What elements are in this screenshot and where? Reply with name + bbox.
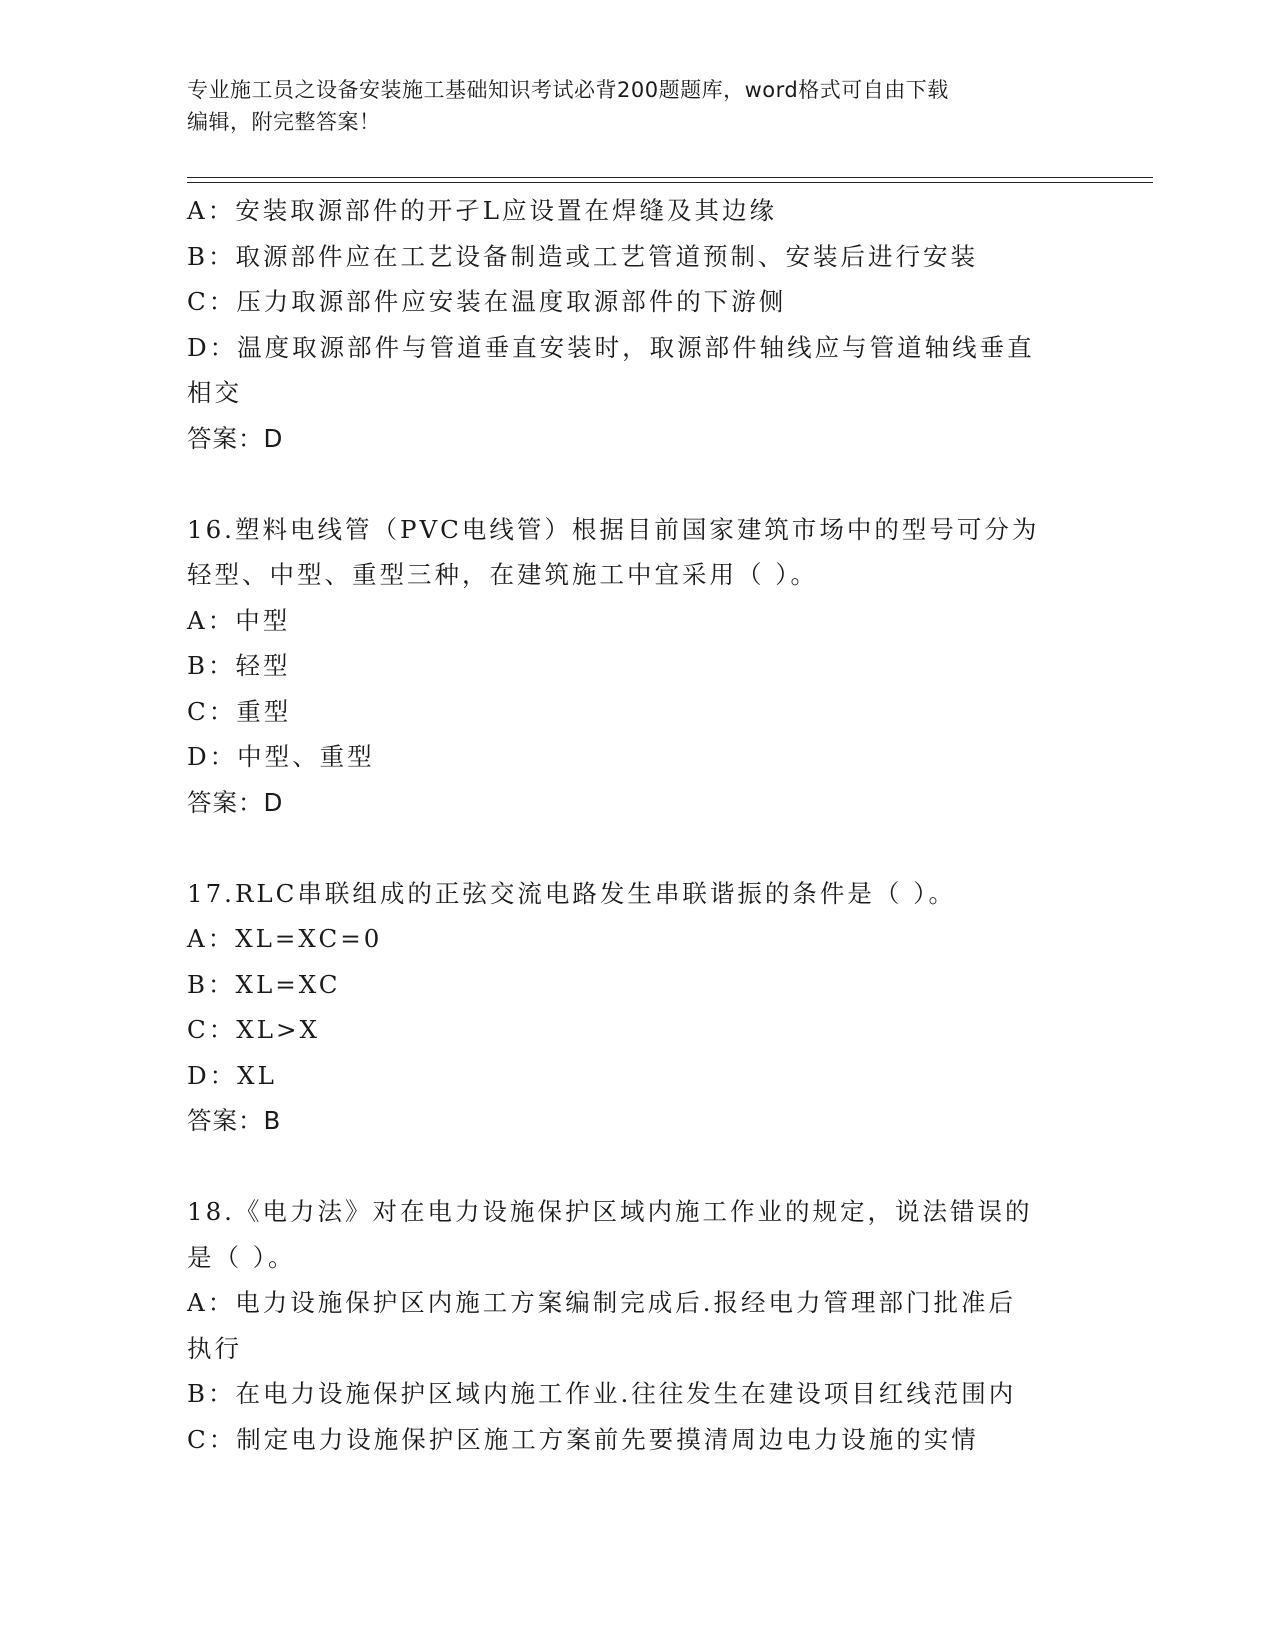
q15-option-d: D：温度取源部件与管道垂直安装时，取源部件轴线应与管道轴线垂直 — [187, 332, 1035, 362]
q15-option-a: A：安装取源部件的开孑L应设置在焊缝及其边缘 — [187, 196, 777, 225]
question-17 — [187, 871, 1087, 1144]
q17-option-b: B：XL=XC — [187, 969, 341, 999]
question-content — [187, 188, 1087, 1462]
q18-stem: 18.《电力法》对在电力设施保护区域内施工作业的规定，说法错误的 — [187, 1197, 1033, 1226]
spacer — [187, 461, 1087, 507]
q18-option-c: C：制定电力设施保护区施工方案前先要摸清周边电力设施的实情 — [187, 1424, 979, 1454]
q16-option-b: B：轻型 — [187, 651, 291, 680]
q18-option-b: B：在电力设施保护区域内施工作业.往往发生在建设项目红线范围内 — [187, 1379, 1017, 1408]
q16-stem-cont: 轻型、中型、重型三种，在建筑施工中宜采用（ ）。 — [187, 560, 819, 589]
q16-answer: 答案：D — [187, 787, 284, 817]
q16-option-d: D：中型、重型 — [187, 742, 375, 771]
question-15 — [187, 188, 1087, 461]
q15-option-c: C：压力取源部件应安装在温度取源部件的下游侧 — [187, 287, 787, 316]
q17-option-a: A：XL=XC=0 — [187, 924, 383, 953]
q18-stem-cont: 是（ ）。 — [187, 1242, 296, 1272]
question-18 — [187, 1189, 1087, 1462]
q17-stem: 17.RLC串联组成的正弦交流电路发生串联谐振的条件是（ ）。 — [187, 878, 956, 908]
header-title-line-2: 编辑，附完整答案！ — [187, 110, 381, 134]
spacer — [187, 825, 1087, 871]
header-divider-top — [187, 177, 1153, 178]
header-divider-bottom — [187, 182, 1153, 183]
spacer — [187, 1144, 1087, 1190]
q15-option-b: B：取源部件应在工艺设备制造或工艺管道预制、安装后进行安装 — [187, 241, 979, 271]
document-header — [187, 74, 1087, 138]
q17-option-c: C：XL>X — [187, 1015, 320, 1044]
q17-answer: 答案：B — [187, 1106, 282, 1135]
header-title-line-1: 专业施工员之设备安装施工基础知识考试必背200题题库，word格式可自由下载 — [187, 78, 949, 102]
q15-option-d-cont: 相交 — [187, 378, 242, 407]
q15-answer: 答案：D — [187, 423, 284, 453]
question-16 — [187, 507, 1087, 826]
q18-option-a: A：电力设施保护区内施工方案编制完成后.报经电力管理部门批准后 — [187, 1288, 1016, 1317]
q16-option-a: A：中型 — [187, 605, 291, 635]
q18-option-a-cont: 执行 — [187, 1333, 242, 1363]
q16-option-c: C：重型 — [187, 696, 292, 726]
q17-option-d: D：XL — [187, 1060, 277, 1090]
q16-stem: 16.塑料电线管（PVC电线管）根据目前国家建筑市场中的型号可分为 — [187, 514, 1040, 544]
